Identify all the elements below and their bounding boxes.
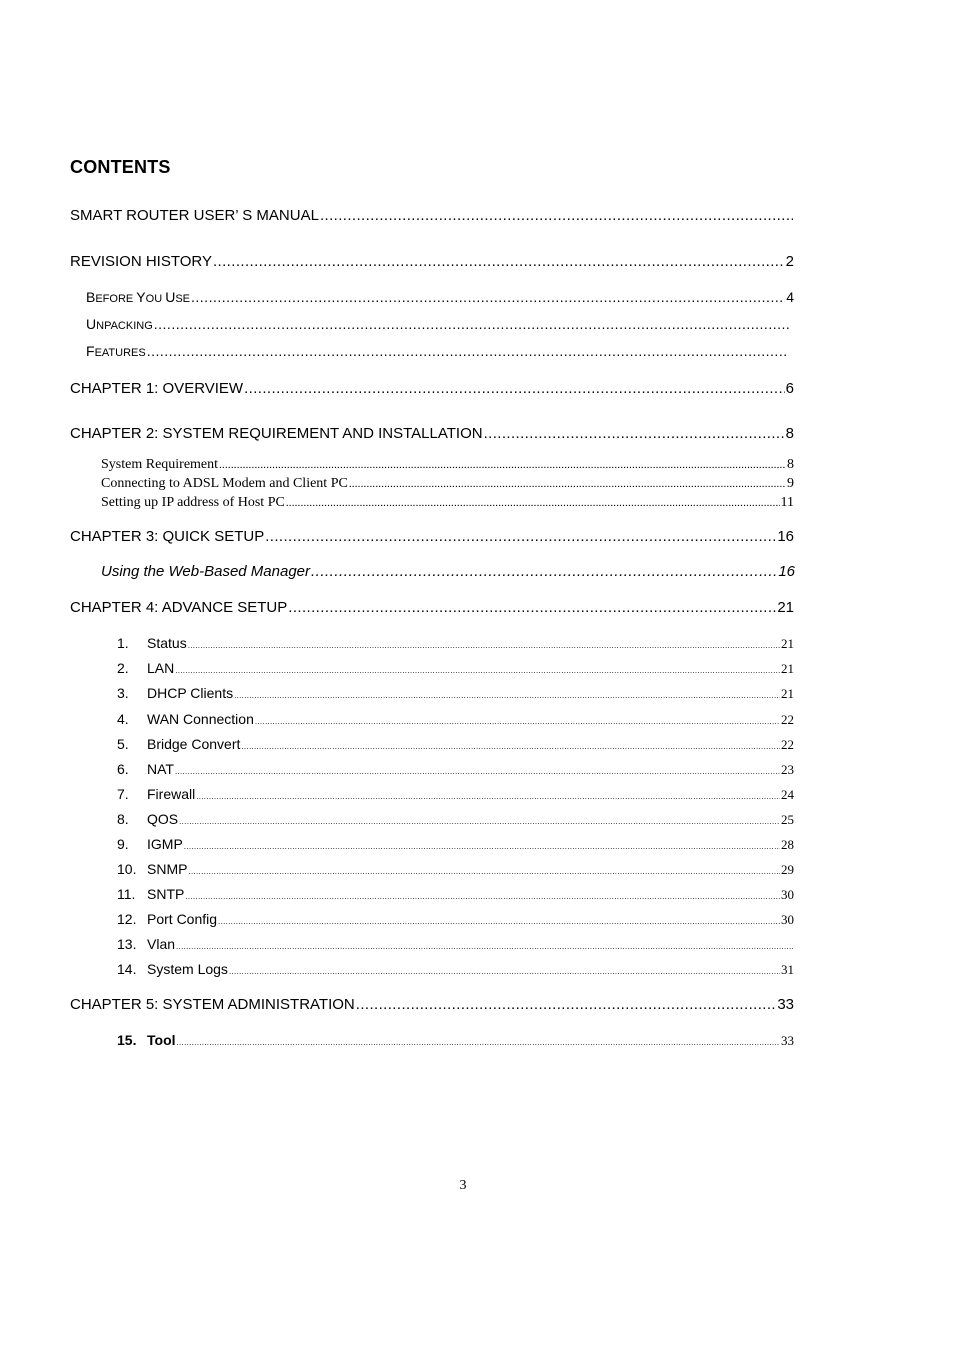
item-label: IGMP	[147, 836, 183, 852]
item-page: 33	[781, 1033, 794, 1048]
item-number: 6.	[117, 761, 129, 777]
toc-entry-page: 16	[778, 563, 795, 580]
toc-item-status	[117, 635, 794, 652]
dot-leader	[179, 817, 780, 826]
toc-entry-before-you-use	[86, 289, 794, 305]
toc-entry-chapter-4	[70, 599, 794, 616]
item-page: 28	[781, 837, 794, 852]
dot-leader	[484, 425, 785, 442]
dot-leader	[213, 253, 785, 270]
dot-leader	[175, 767, 780, 776]
item-label: Vlan	[147, 936, 176, 952]
toc-entry-label: CHAPTER 4: ADVANCE SETUP	[70, 599, 288, 616]
toc-item-igmp	[117, 836, 794, 853]
toc-entry-label: CHAPTER 5: SYSTEM ADMINISTRATION	[70, 996, 355, 1013]
toc-entry-page: 16	[777, 528, 794, 545]
toc-entry-chapter-2	[70, 425, 794, 442]
toc-entry-label: SMART ROUTER USER’ S MANUAL	[70, 207, 319, 224]
toc-entry-page: 6	[785, 380, 794, 397]
dot-leader	[229, 967, 780, 976]
toc-item-system-logs	[117, 961, 794, 978]
toc-item-sntp	[117, 886, 794, 903]
toc-entry-label: Using the Web-Based Manager	[101, 563, 311, 580]
item-label: Port Config	[147, 911, 218, 927]
item-label: NAT	[147, 761, 174, 777]
item-page: 21	[781, 661, 794, 676]
toc-entry-page: 8	[787, 457, 794, 472]
item-label: Status	[147, 635, 187, 651]
toc-entry-revision-history	[70, 253, 794, 270]
toc-entry-manual	[70, 207, 794, 224]
toc-item-firewall	[117, 786, 794, 803]
toc-entry-chapter-1	[70, 380, 794, 397]
item-page: 29	[781, 862, 794, 877]
item-number: 5.	[117, 736, 129, 752]
dot-leader	[175, 666, 780, 675]
page-number: 3	[459, 1178, 467, 1193]
item-label: SNMP	[147, 861, 188, 877]
toc-entry-label: Connecting to ADSL Modem and Client PC	[101, 476, 348, 491]
toc-entry-label: FEATURES	[86, 343, 146, 359]
dot-leader	[185, 892, 780, 901]
dot-leader	[191, 289, 785, 305]
dot-leader	[218, 917, 780, 926]
toc-entry-label: CHAPTER 2: SYSTEM REQUIREMENT AND INSTALLATION	[70, 425, 483, 442]
dot-leader	[288, 599, 776, 616]
toc-item-dhcp-clients	[117, 685, 794, 702]
item-number: 13.	[117, 936, 137, 952]
toc-item-snmp	[117, 861, 794, 878]
toc-entry-chapter-3	[70, 528, 794, 545]
toc-item-lan	[117, 660, 794, 677]
item-label: Tool	[147, 1032, 176, 1048]
toc-entry-page: 21	[777, 599, 794, 616]
dot-leader	[177, 1038, 780, 1047]
dot-leader	[255, 717, 780, 726]
item-page: 30	[781, 887, 794, 902]
item-number: 8.	[117, 811, 129, 827]
dot-leader	[244, 380, 785, 397]
item-number: 3.	[117, 685, 129, 701]
toc-entry-ip-address	[101, 495, 794, 511]
toc-entry-web-manager	[101, 563, 795, 580]
item-number: 7.	[117, 786, 129, 802]
toc-item-wan-connection	[117, 711, 794, 728]
item-label: QOS	[147, 811, 179, 827]
item-label: DHCP Clients	[147, 685, 234, 701]
dot-leader	[349, 478, 786, 490]
item-number: 2.	[117, 660, 129, 676]
dot-leader	[311, 563, 777, 580]
dot-leader	[184, 842, 780, 851]
toc-item-tool	[117, 1032, 794, 1049]
item-number: 14.	[117, 961, 137, 977]
item-number: 15.	[117, 1032, 137, 1048]
dot-leader	[356, 996, 777, 1013]
dot-leader	[219, 459, 786, 471]
toc-entry-label: BEFORE YOU USE	[86, 289, 191, 305]
item-page: 22	[781, 737, 794, 752]
toc-item-bridge-convert	[117, 736, 794, 753]
dot-leader	[320, 207, 793, 224]
item-number: 11.	[117, 886, 136, 902]
item-number: 9.	[117, 836, 129, 852]
dot-leader	[147, 343, 789, 359]
item-page: 25	[781, 812, 794, 827]
toc-entry-label: UNPACKING	[86, 316, 153, 332]
dot-leader	[241, 742, 780, 751]
dot-leader	[196, 792, 780, 801]
toc-entry-chapter-5	[70, 996, 794, 1013]
toc-item-qos	[117, 811, 794, 828]
toc-item-vlan	[117, 936, 794, 952]
item-page: 21	[781, 636, 794, 651]
item-label: Firewall	[147, 786, 196, 802]
dot-leader	[234, 691, 780, 700]
toc-entry-connecting-adsl	[101, 476, 794, 492]
contents-title: CONTENTS	[70, 157, 171, 177]
item-label: System Logs	[147, 961, 228, 977]
toc-entry-label: System Requirement	[101, 457, 219, 472]
dot-leader	[188, 867, 780, 876]
item-number: 10.	[117, 861, 137, 877]
toc-entry-label: Setting up IP address of Host PC	[101, 495, 285, 510]
toc-entry-unpacking	[86, 316, 790, 332]
item-page: 21	[781, 686, 794, 701]
item-label: SNTP	[147, 886, 185, 902]
item-label: WAN Connection	[147, 711, 254, 727]
toc-entry-page: 9	[787, 476, 794, 491]
item-page: 30	[781, 912, 794, 927]
toc-entry-label: CHAPTER 3: QUICK SETUP	[70, 528, 265, 545]
item-page: 23	[781, 762, 794, 777]
dot-leader	[265, 528, 776, 545]
item-number: 4.	[117, 711, 129, 727]
toc-entry-page: 4	[786, 289, 794, 305]
item-page: 24	[781, 787, 794, 802]
dot-leader	[286, 497, 780, 509]
item-number: 1.	[117, 635, 129, 651]
toc-entry-page: 2	[785, 253, 794, 270]
toc-entry-label: CHAPTER 1: OVERVIEW	[70, 380, 244, 397]
dot-leader	[188, 641, 780, 650]
toc-entry-page: 33	[777, 996, 794, 1013]
toc-entry-system-requirement	[101, 457, 794, 473]
item-number: 12.	[117, 911, 137, 927]
item-label: Bridge Convert	[147, 736, 241, 752]
toc-entry-features	[86, 343, 790, 359]
toc-entry-label: REVISION HISTORY	[70, 253, 212, 270]
item-page: 22	[781, 712, 794, 727]
item-page: 31	[781, 962, 794, 977]
dot-leader	[176, 942, 793, 951]
dot-leader	[154, 316, 789, 332]
toc-entry-page: 8	[785, 425, 794, 442]
item-label: LAN	[147, 660, 175, 676]
toc-entry-page: 11	[780, 495, 794, 510]
toc-item-port-config	[117, 911, 794, 928]
toc-item-nat	[117, 761, 794, 778]
